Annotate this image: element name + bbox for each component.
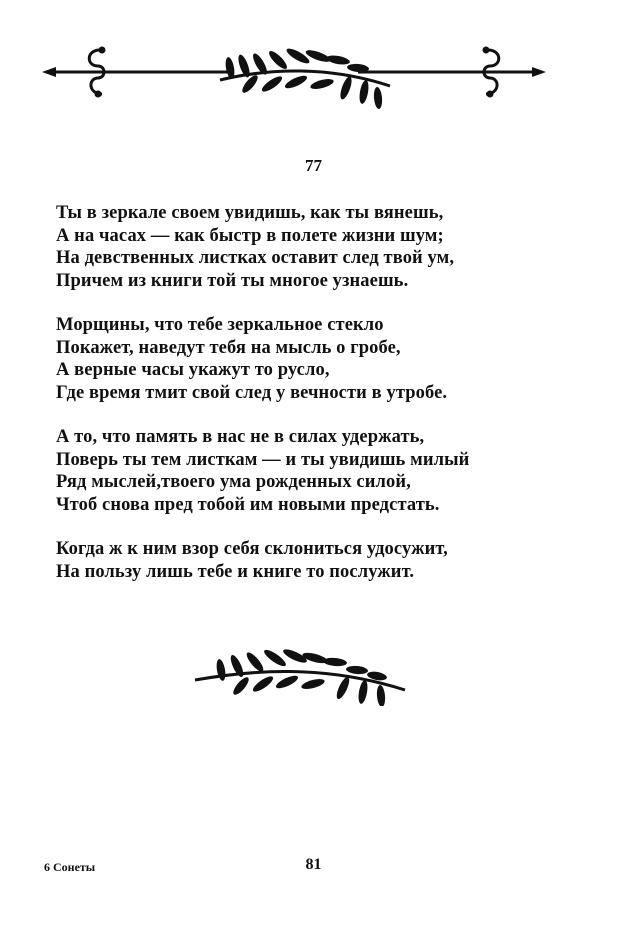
poem-line: На пользу лишь тебе и книге то послужит. [56,561,415,582]
poem-line: А на часах — как быстр в полете жизни шум; [56,225,444,246]
poem-line: Где время тмит свой след у вечности в утробе. [56,382,448,403]
stanza-3 [56,426,596,516]
bottom-laurel-ornament [193,640,417,706]
page-number: 81 [305,856,322,873]
poem-line: Поверь ты тем листкам — и ты увидишь милый [56,449,470,470]
stanza-4 [56,538,596,583]
poem-line: Когда ж к ним взор себя склониться удосужит, [56,539,448,559]
laurel-scroll-icon [40,38,548,110]
poem-line: На девственных листках оставит след твой ум, [56,248,455,268]
poem-line: Чтоб снова пред тобой им новыми предстать. [56,494,440,515]
poem-line: Ты в зеркале своем увидишь, как ты вянешь, [56,203,444,223]
footer-signature: 6 Сонеты [44,860,96,874]
poem-line: А верные часы укажут то русло, [56,360,330,380]
poem-line: Покажет, наведут тебя на мысль о гробе, [56,337,401,358]
sonnet-number: 77 [305,156,322,175]
stanza-2 [56,314,596,404]
poem-line: Морщины, что тебе зеркальное стекло [56,315,384,335]
poem-line: Причем из книги той ты многое узнаешь. [56,270,409,291]
poem-line: А то, что память в нас не в силах удержать, [56,427,425,447]
poem-line: Ряд мыслей,твоего ума рожденных силой, [56,472,411,492]
poem-body [56,202,596,605]
top-laurel-ornament [40,38,548,110]
stanza-1 [56,202,596,292]
laurel-branch-icon [193,640,417,706]
